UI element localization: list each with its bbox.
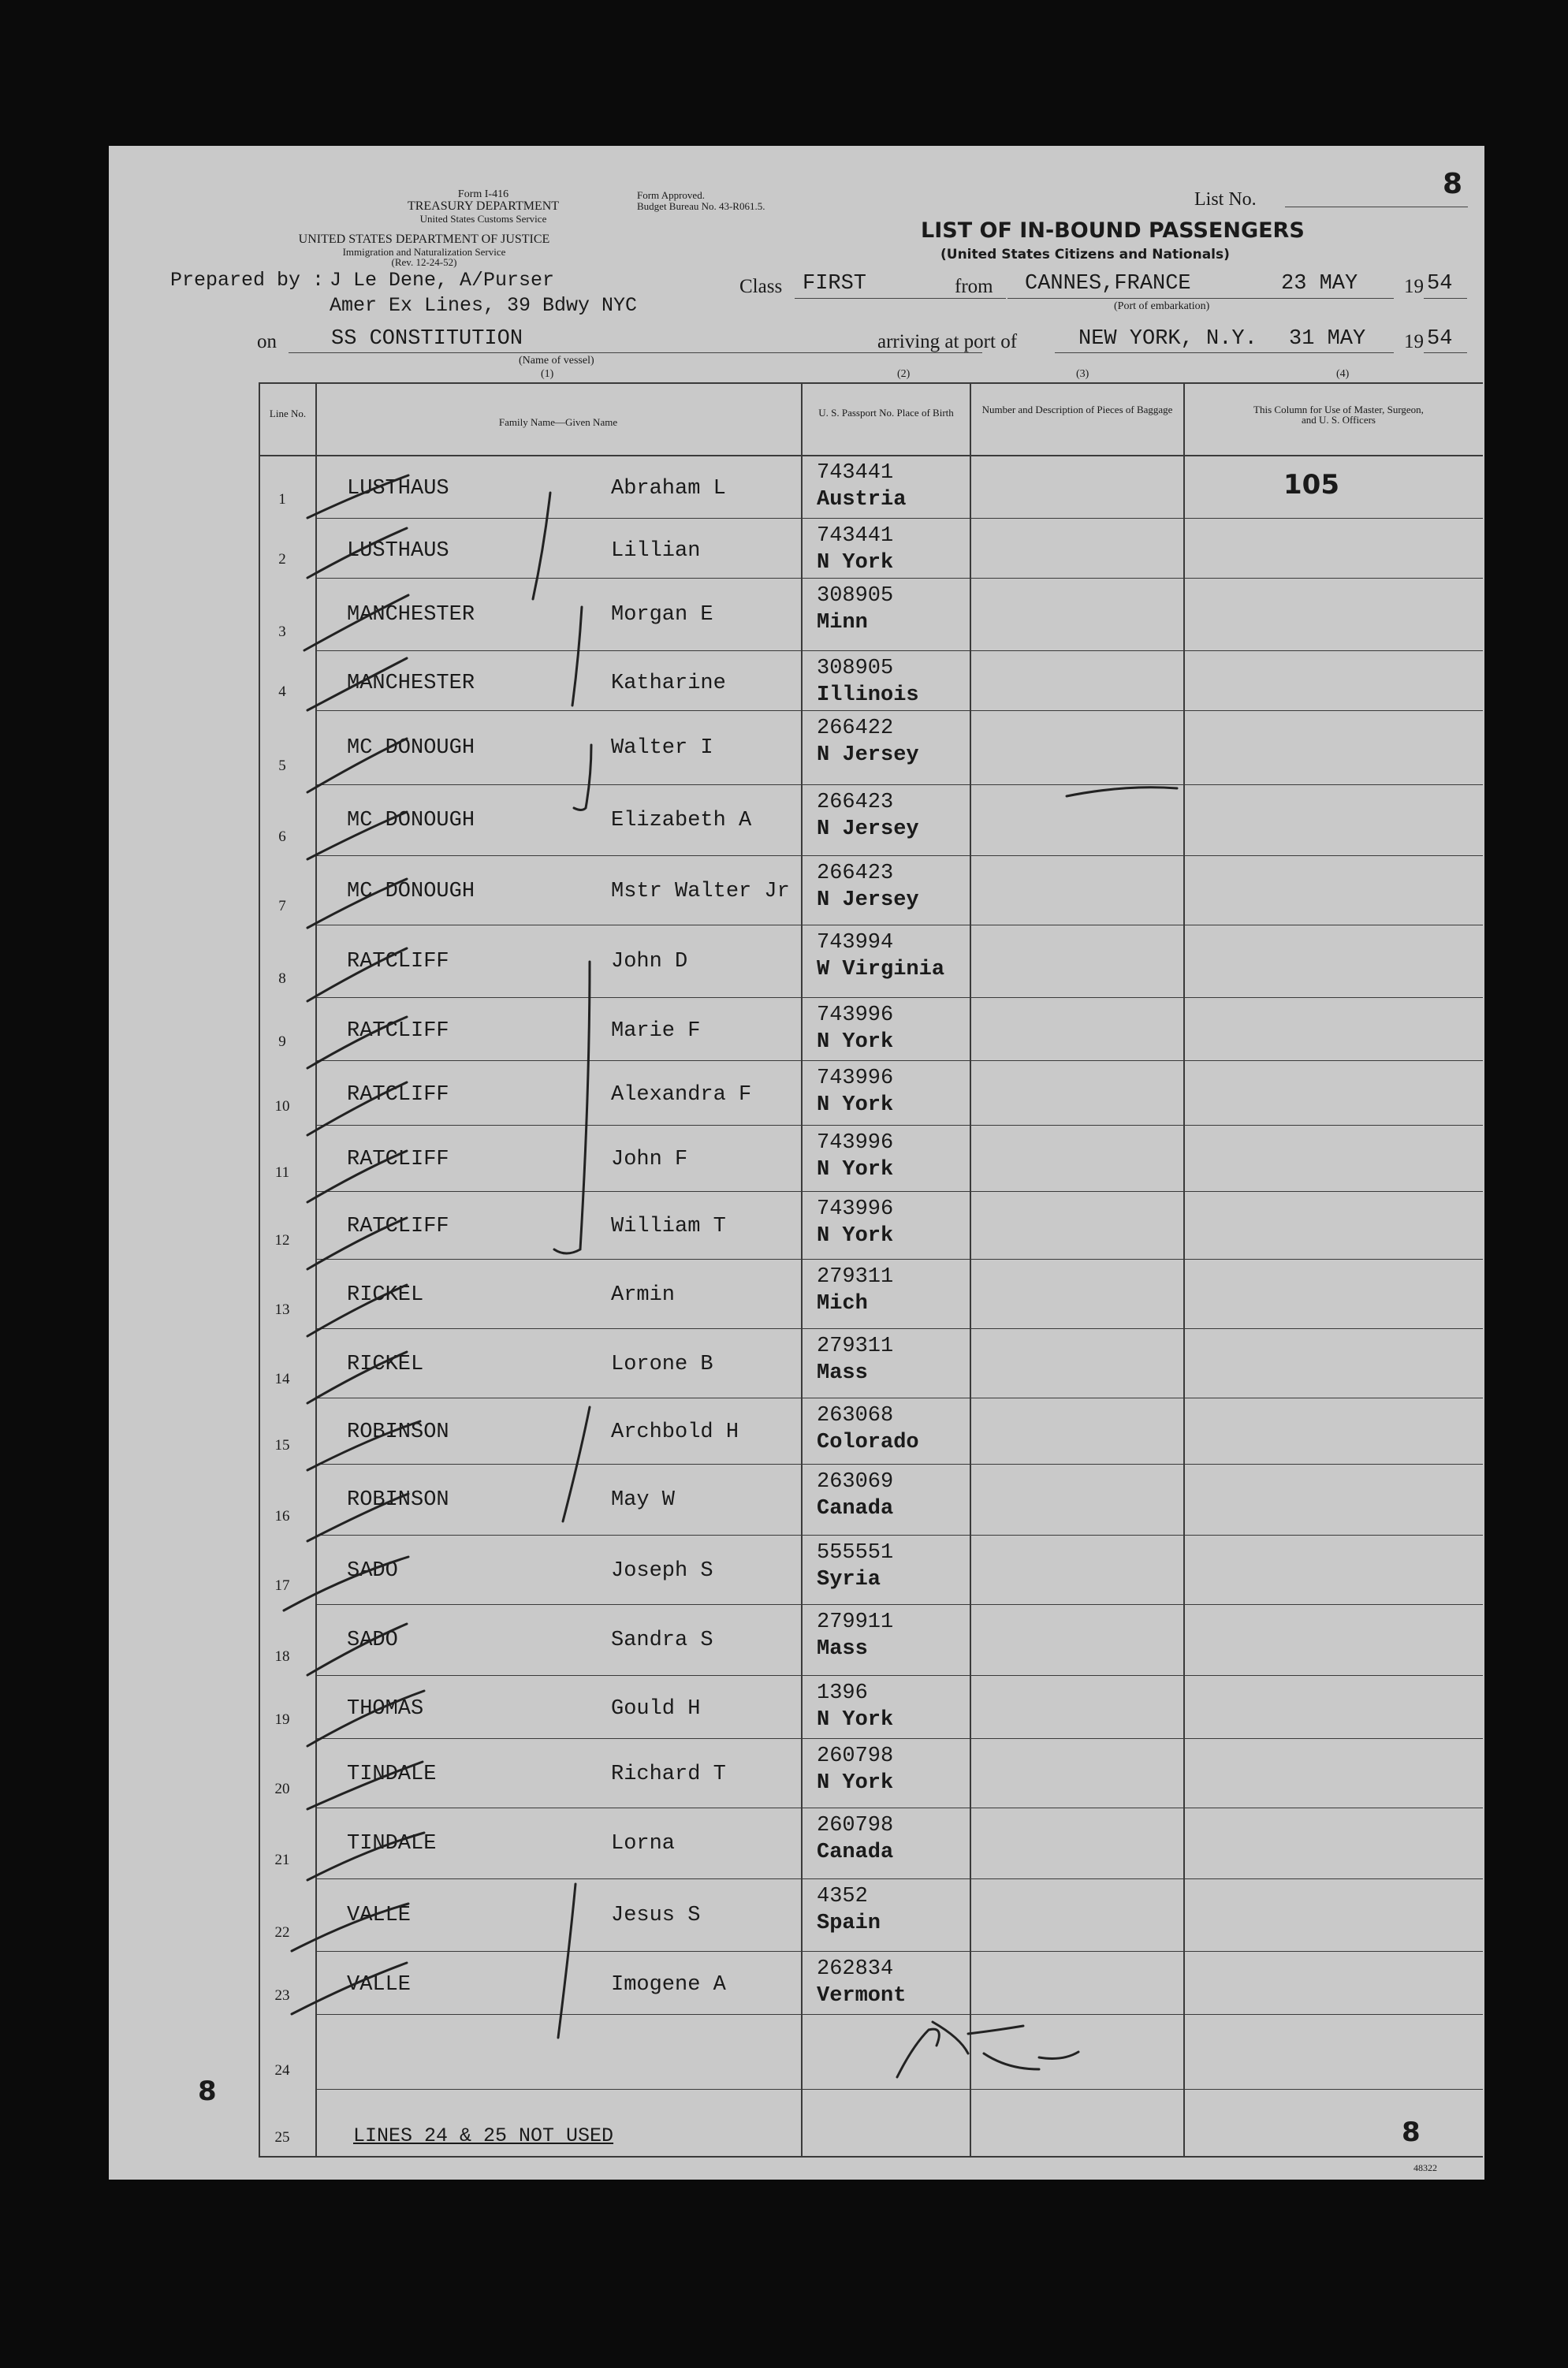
arriving-label: arriving at port of xyxy=(877,331,1018,352)
given-name: Archbold H xyxy=(611,1420,739,1444)
family-name: TINDALE xyxy=(347,1832,437,1856)
port-embarkation-caption: (Port of embarkation) xyxy=(1114,300,1210,312)
place-of-birth: N York xyxy=(817,1708,894,1732)
place-of-birth: Syria xyxy=(817,1568,881,1592)
bottom-right-number: 8 xyxy=(1402,2117,1421,2148)
family-name: MANCHESTER xyxy=(347,603,475,627)
embarkation-date: 23 MAY xyxy=(1281,272,1358,296)
passport-number: 262834 xyxy=(817,1957,894,1981)
family-name: VALLE xyxy=(347,1904,412,1927)
justice-dept: UNITED STATES DEPARTMENT OF JUSTICE xyxy=(298,233,550,246)
line-number: 18 xyxy=(274,1648,290,1665)
passport-number: 260798 xyxy=(817,1744,894,1768)
family-name: SADO xyxy=(347,1559,398,1583)
passport-number: 266422 xyxy=(817,717,894,740)
arrival-year: 54 xyxy=(1427,327,1453,351)
given-name: Richard T xyxy=(611,1763,726,1786)
printer-code: 48322 xyxy=(1413,2162,1437,2173)
place-of-birth: Vermont xyxy=(817,1984,907,2008)
family-name: MC DONOUGH xyxy=(347,880,475,903)
family-name: RICKEL xyxy=(347,1353,424,1376)
given-name: Lillian xyxy=(611,539,701,563)
passport-number: 743996 xyxy=(817,1131,894,1155)
given-name: John D xyxy=(611,950,688,974)
given-name: Walter I xyxy=(611,736,713,760)
form-approved: Form Approved. xyxy=(637,189,705,201)
line-number: 6 xyxy=(278,828,286,845)
line-number: 4 xyxy=(278,683,286,700)
passport-number: 266423 xyxy=(817,862,894,885)
line-number: 2 xyxy=(278,551,286,568)
given-name: Gould H xyxy=(611,1697,701,1721)
passport-number: 279311 xyxy=(817,1335,894,1358)
passenger-list-page xyxy=(109,146,1484,2180)
family-name: LUSTHAUS xyxy=(347,477,449,501)
place-of-birth: N York xyxy=(817,1030,894,1054)
arrival-date: 31 MAY xyxy=(1289,327,1366,351)
given-name: Abraham L xyxy=(611,477,726,501)
passport-number: 260798 xyxy=(817,1814,894,1837)
from-label: from xyxy=(955,276,993,297)
family-name: RATCLIFF xyxy=(347,950,449,974)
passport-number: 743996 xyxy=(817,1197,894,1221)
line-number: 23 xyxy=(274,1987,290,2004)
given-name: John F xyxy=(611,1148,688,1171)
budget-bureau: Budget Bureau No. 43-R061.5. xyxy=(637,200,765,212)
family-name: LUSTHAUS xyxy=(347,539,449,563)
passport-number: 279911 xyxy=(817,1610,894,1634)
arrival-year-prefix: 19 xyxy=(1404,331,1424,352)
passport-number: 308905 xyxy=(817,584,894,608)
place-of-birth: Mich xyxy=(817,1292,868,1316)
given-name: Marie F xyxy=(611,1019,701,1043)
passport-number: 4352 xyxy=(817,1885,868,1908)
revision-date: (Rev. 12-24-52) xyxy=(391,256,457,268)
place-of-birth: Minn xyxy=(817,611,868,635)
year-prefix: 19 xyxy=(1404,276,1424,297)
family-name: TINDALE xyxy=(347,1763,437,1786)
line-number: 11 xyxy=(274,1164,290,1181)
prepared-by: J Le Dene, A/Purser xyxy=(330,269,555,292)
passport-number: 308905 xyxy=(817,657,894,680)
line-number: 3 xyxy=(278,624,286,640)
col-number-1: (1) xyxy=(541,368,554,380)
passport-number: 743996 xyxy=(817,1003,894,1027)
footer-note: LINES 24 & 25 NOT USED xyxy=(353,2124,614,2147)
given-name: Joseph S xyxy=(611,1559,713,1583)
place-of-birth: Austria xyxy=(817,488,907,512)
line-number: 7 xyxy=(278,898,286,914)
given-name: Armin xyxy=(611,1283,676,1307)
family-name: RICKEL xyxy=(347,1283,424,1307)
family-name: RATCLIFF xyxy=(347,1019,449,1043)
officer-note: 105 xyxy=(1283,469,1339,501)
given-name: May W xyxy=(611,1488,676,1512)
place-of-birth: N York xyxy=(817,1158,894,1182)
line-number: 9 xyxy=(278,1033,286,1050)
family-name: RATCLIFF xyxy=(347,1148,449,1171)
place-of-birth: Mass xyxy=(817,1637,868,1661)
family-name: RATCLIFF xyxy=(347,1215,449,1238)
line-number: 20 xyxy=(274,1781,290,1797)
family-name: MC DONOUGH xyxy=(347,809,475,832)
passport-number: 266423 xyxy=(817,791,894,814)
page-title: LIST OF IN-BOUND PASSENGERS xyxy=(921,218,1305,243)
passport-number: 279311 xyxy=(817,1265,894,1289)
header-name: Family Name—Given Name xyxy=(498,416,618,428)
line-number: 25 xyxy=(274,2129,290,2146)
line-number: 15 xyxy=(274,1437,290,1454)
line-number: 17 xyxy=(274,1577,290,1594)
header-baggage: Number and Description of Pieces of Baggage xyxy=(981,404,1173,415)
passport-number: 743996 xyxy=(817,1067,894,1090)
line-number: 1 xyxy=(278,491,286,508)
line-number: 5 xyxy=(278,758,286,774)
given-name: Sandra S xyxy=(611,1629,713,1652)
family-name: ROBINSON xyxy=(347,1488,449,1512)
line-number: 13 xyxy=(274,1301,290,1318)
passport-number: 555551 xyxy=(817,1541,894,1565)
vessel-name: SS CONSTITUTION xyxy=(331,327,523,351)
vessel-caption: (Name of vessel) xyxy=(519,355,594,367)
class-value: FIRST xyxy=(803,272,867,296)
family-name: VALLE xyxy=(347,1973,412,1997)
line-number: 21 xyxy=(274,1852,290,1868)
place-of-birth: N York xyxy=(817,1224,894,1248)
family-name: THOMAS xyxy=(347,1697,424,1721)
passport-number: 263068 xyxy=(817,1404,894,1428)
passport-number: 1396 xyxy=(817,1681,868,1705)
header-passport: U. S. Passport No. Place of Birth xyxy=(818,407,954,419)
list-no-label: List No. xyxy=(1194,189,1257,210)
line-number: 24 xyxy=(274,2062,290,2079)
arrival-port: NEW YORK, N.Y. xyxy=(1078,327,1257,351)
place-of-birth: Spain xyxy=(817,1912,881,1935)
header-line-no: Line No. xyxy=(269,408,307,419)
place-of-birth: Canada xyxy=(817,1841,894,1864)
given-name: Lorone B xyxy=(611,1353,713,1376)
place-of-birth: Canada xyxy=(817,1497,894,1521)
given-name: Jesus S xyxy=(611,1904,701,1927)
page-subtitle: (United States Citizens and Nationals) xyxy=(940,247,1230,262)
passport-number: 743441 xyxy=(817,524,894,548)
header-officers: This Column for Use of Master, Surgeon, and U. S. Officers xyxy=(1253,404,1424,426)
prepared-address: Amer Ex Lines, 39 Bdwy NYC xyxy=(330,294,638,317)
line-number: 12 xyxy=(274,1232,290,1249)
given-name: Imogene A xyxy=(611,1973,726,1997)
place-of-birth: N Jersey xyxy=(817,743,919,767)
family-name: RATCLIFF xyxy=(347,1083,449,1107)
list-no-value: 8 xyxy=(1443,168,1463,200)
passport-number: 743994 xyxy=(817,931,894,955)
place-of-birth: W Virginia xyxy=(817,958,945,981)
on-label: on xyxy=(257,331,277,352)
family-name: SADO xyxy=(347,1629,398,1652)
family-name: MC DONOUGH xyxy=(347,736,475,760)
place-of-birth: N York xyxy=(817,1771,894,1795)
class-label: Class xyxy=(739,276,783,297)
left-margin-number: 8 xyxy=(198,2076,217,2107)
given-name: Elizabeth A xyxy=(611,809,752,832)
customs-service: United States Customs Service xyxy=(419,213,547,225)
col-number-3: (3) xyxy=(1076,368,1089,380)
place-of-birth: N York xyxy=(817,1093,894,1117)
line-number: 16 xyxy=(274,1508,290,1525)
col-number-4: (4) xyxy=(1336,368,1350,380)
place-of-birth: Mass xyxy=(817,1361,868,1385)
passport-number: 743441 xyxy=(817,461,894,485)
given-name: Morgan E xyxy=(611,603,713,627)
line-number: 14 xyxy=(274,1371,290,1387)
form-number: Form I-416 xyxy=(457,188,509,200)
given-name: Lorna xyxy=(611,1832,676,1856)
port-of-embarkation: CANNES,FRANCE xyxy=(1025,272,1191,296)
line-number: 8 xyxy=(278,970,286,987)
treasury-dept: TREASURY DEPARTMENT xyxy=(407,199,560,213)
family-name: ROBINSON xyxy=(347,1420,449,1444)
prepared-by-label: Prepared by : xyxy=(170,269,325,292)
passport-number: 263069 xyxy=(817,1470,894,1494)
place-of-birth: N Jersey xyxy=(817,817,919,841)
place-of-birth: Colorado xyxy=(817,1431,919,1454)
given-name: Alexandra F xyxy=(611,1083,752,1107)
given-name: Mstr Walter Jr xyxy=(611,880,790,903)
family-name: MANCHESTER xyxy=(347,672,475,695)
place-of-birth: N Jersey xyxy=(817,888,919,912)
given-name: William T xyxy=(611,1215,726,1238)
col-number-2: (2) xyxy=(897,368,911,380)
ins-service: Immigration and Naturalization Service xyxy=(342,246,506,258)
place-of-birth: N York xyxy=(817,551,894,575)
embarkation-year: 54 xyxy=(1427,272,1453,296)
line-number: 10 xyxy=(274,1098,290,1115)
given-name: Katharine xyxy=(611,672,726,695)
line-number: 19 xyxy=(274,1711,290,1728)
line-number: 22 xyxy=(274,1924,290,1941)
place-of-birth: Illinois xyxy=(817,683,919,707)
